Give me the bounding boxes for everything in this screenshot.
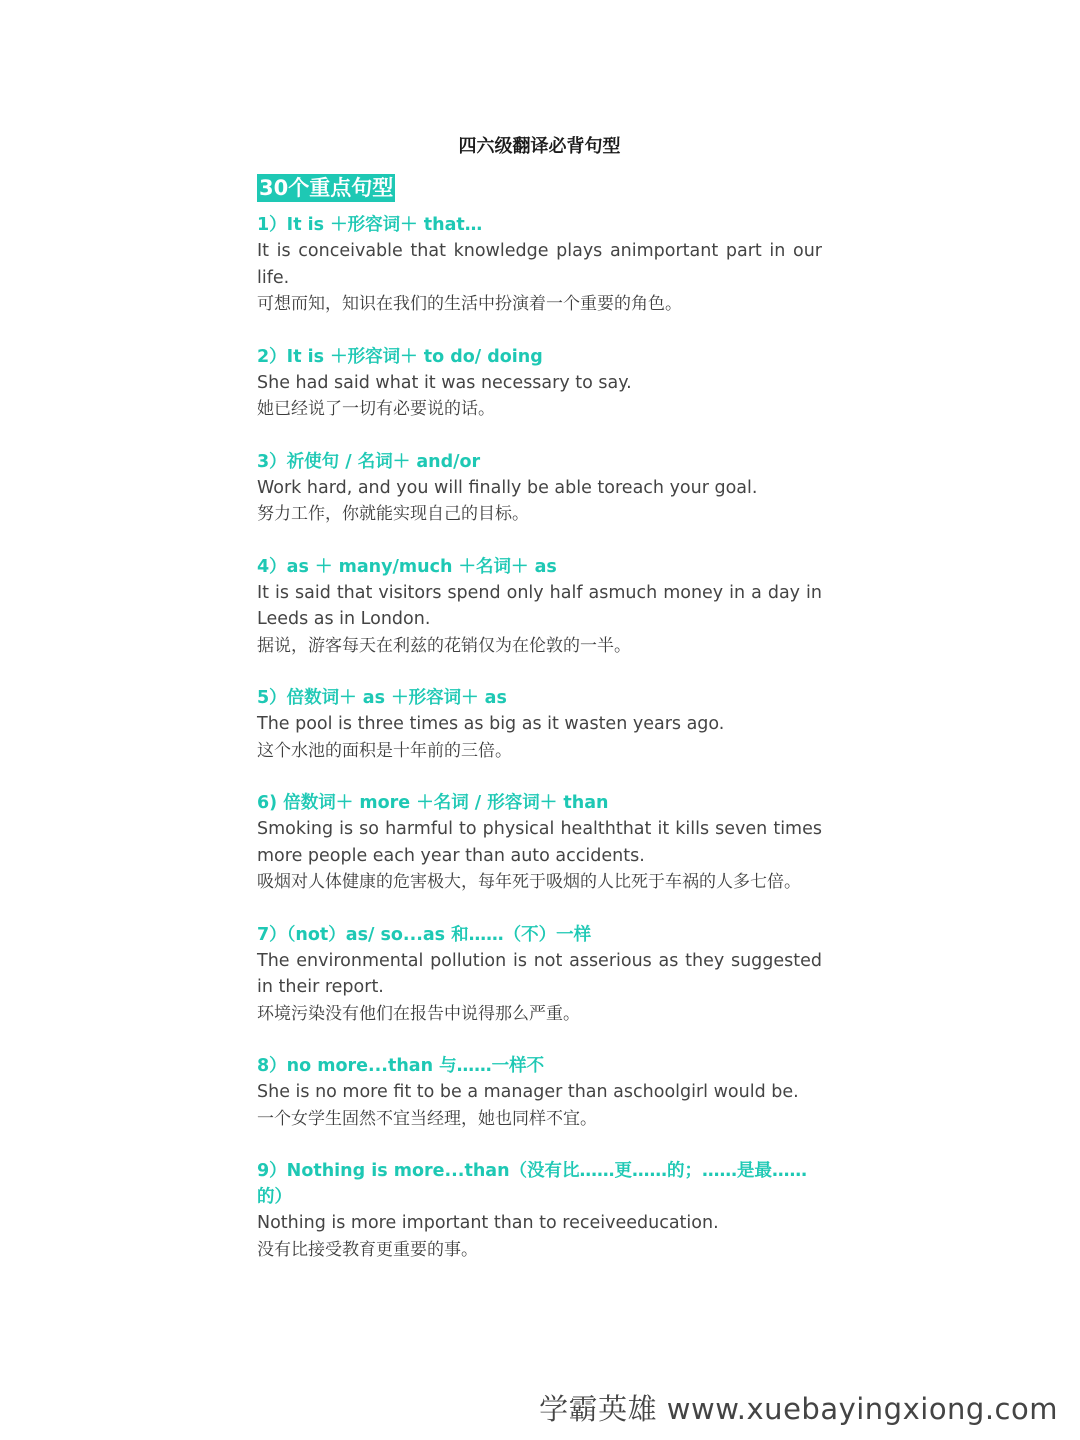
pattern-heading: 6) 倍数词＋ more ＋名词 / 形容词＋ than — [257, 793, 609, 813]
footer-watermark: 学霸英雄 www.xuebayingxiong.com — [539, 1392, 1058, 1426]
sentence-pattern-item — [257, 449, 822, 528]
english-example: It is conceivable that knowledge plays animportant part in our life. — [257, 241, 822, 288]
sentence-pattern-item — [257, 922, 822, 1028]
sentence-pattern-item — [257, 212, 822, 318]
chinese-translation: 没有比接受教育更重要的事。 — [257, 1239, 478, 1260]
sentence-pattern-item — [257, 1158, 822, 1263]
section-badge: 30个重点句型 — [259, 176, 394, 200]
sentence-pattern-item — [257, 685, 822, 764]
pattern-heading: 1）It is ＋形容词＋ that… — [257, 215, 483, 235]
sentence-pattern-item — [257, 790, 822, 896]
chinese-translation: 她已经说了一切有必要说的话。 — [257, 399, 495, 419]
chinese-translation: 可想而知，知识在我们的生活中扮演着一个重要的角色。 — [257, 294, 682, 314]
english-example: Nothing is more important than to receiveeducation. — [257, 1213, 719, 1233]
pattern-heading: 3）祈使句 / 名词＋ and/or — [257, 451, 481, 472]
english-example: Smoking is so harmful to physical healththat it kills seven times more people each year than auto accidents. — [257, 819, 822, 866]
pattern-heading: 8）no more...than 与……一样不 — [257, 1056, 545, 1076]
document-page — [257, 134, 822, 1289]
english-example: It is said that visitors spend only half asmuch money in a day in Leeds as in London. — [257, 582, 822, 629]
chinese-translation: 据说，游客每天在利兹的花销仅为在伦敦的一半。 — [257, 635, 631, 656]
pattern-heading: 9）Nothing is more...than（没有比……更……的；……是最……的） — [257, 1161, 808, 1207]
chinese-translation: 这个水池的面积是十年前的三倍。 — [257, 740, 512, 761]
chinese-translation: 吸烟对人体健康的危害极大，每年死于吸烟的人比死于车祸的人多七倍。 — [257, 872, 801, 892]
chinese-translation: 努力工作，你就能实现自己的目标。 — [257, 504, 529, 524]
english-example: She had said what it was necessary to say. — [257, 372, 632, 393]
chinese-translation: 一个女学生固然不宜当经理，她也同样不宜。 — [257, 1108, 597, 1129]
pattern-heading: 4）as ＋ many/much ＋名词＋ as — [257, 556, 557, 577]
pattern-heading: 7）（not）as/ so...as 和……（不）一样 — [257, 924, 592, 945]
english-example: Work hard, and you will finally be able toreach your goal. — [257, 477, 758, 498]
english-example: She is no more fit to be a manager than aschoolgirl would be. — [257, 1082, 799, 1102]
document-title: 四六级翻译必背句型 — [458, 136, 621, 157]
sentence-pattern-item — [257, 344, 822, 423]
english-example: The environmental pollution is not asserious as they suggested in their report. — [257, 950, 822, 997]
sentence-pattern-item — [257, 554, 822, 660]
chinese-translation: 环境污染没有他们在报告中说得那么严重。 — [257, 1003, 580, 1024]
english-example: The pool is three times as big as it wasten years ago. — [257, 714, 725, 734]
sentence-pattern-item — [257, 1053, 822, 1132]
pattern-heading: 5）倍数词＋ as ＋形容词＋ as — [257, 688, 507, 708]
pattern-heading: 2）It is ＋形容词＋ to do/ doing — [257, 346, 543, 367]
